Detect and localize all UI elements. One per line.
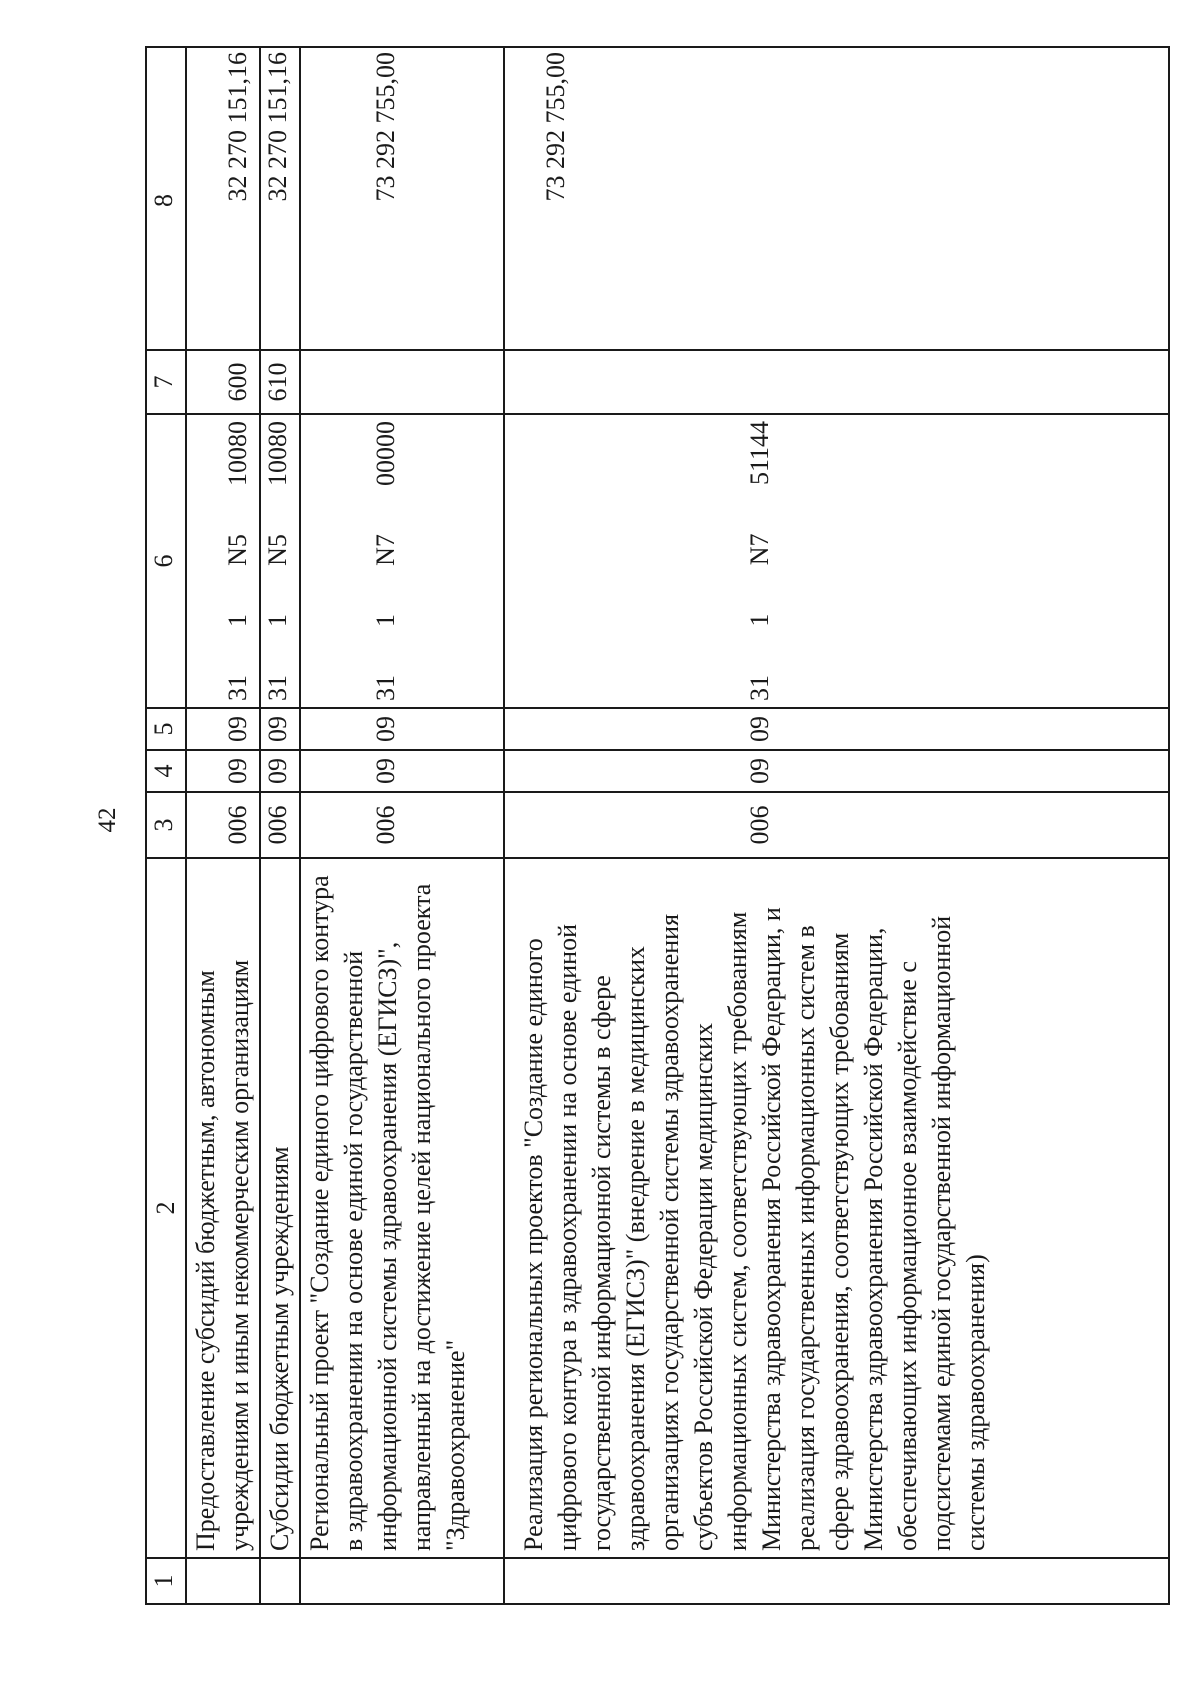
header-col-7: 7 — [146, 350, 186, 414]
csr-direction: 00000 — [371, 421, 400, 487]
header-col-5: 5 — [146, 708, 186, 750]
row-csr — [186, 414, 260, 708]
row-name: Реализация региональных проектов "Создание единого цифрового контура в здравоохранении на основе единой государственной информационной системы в сфере здравоохранения (ЕГИСЗ)" (внедрение в медицинских организациях государственной системы здравоохранения субъектов Российской Федерации медицинских информационных систем, соответствующих требованиям Министерства здравоохранения Российской Федерации, и реализация государственных информационных систем в сфере здравоохранения, соответствующих требованиям Министерства здравоохранения Российской Федерации, обеспечивающих информационное взаимодействие с подсистемами единой государственной информационной системы здравоохранения) — [504, 858, 1169, 1558]
row-csr — [300, 414, 504, 708]
row-csr — [260, 414, 300, 708]
header-col-2: 2 — [146, 858, 186, 1558]
csr-program: 31 — [263, 675, 292, 701]
header-col-3: 3 — [146, 792, 186, 858]
row-sum: 73 292 755,00 — [300, 47, 504, 350]
row-number-cell — [504, 1558, 1169, 1604]
csr-program: 31 — [223, 675, 252, 701]
row-grbs: 006 — [504, 792, 1169, 858]
row-vr: 600 — [186, 350, 260, 414]
csr-direction: 10080 — [223, 421, 252, 487]
row-sum: 32 270 151,16 — [260, 47, 300, 350]
csr-project: N5 — [223, 534, 252, 566]
row-vr — [300, 350, 504, 414]
csr-subprogram: 1 — [745, 613, 774, 627]
row-number-cell — [186, 1558, 260, 1604]
row-rz: 09 — [504, 750, 1169, 792]
row-name: Региональный проект "Создание единого цифрового контура в здравоохранении на основе единой государственной информационной системы здравоохранения (ЕГИСЗ)", направленный на достижение целей национального проекта "Здравоохранение" — [300, 858, 504, 1558]
csr-direction: 51144 — [745, 421, 774, 486]
row-sum: 73 292 755,00 — [504, 47, 1169, 350]
row-name: Предоставление субсидий бюджетным, автономным учреждениям и иным некоммерческим организациям — [186, 858, 260, 1558]
row-rz: 09 — [260, 750, 300, 792]
row-number-cell — [300, 1558, 504, 1604]
row-csr — [504, 414, 1169, 708]
header-col-8: 8 — [146, 47, 186, 350]
header-col-4: 4 — [146, 750, 186, 792]
csr-subprogram: 1 — [371, 613, 400, 627]
row-rz: 09 — [186, 750, 260, 792]
csr-project: N7 — [371, 534, 400, 566]
row-grbs: 006 — [260, 792, 300, 858]
csr-project: N7 — [745, 533, 774, 566]
row-number-cell — [260, 1558, 300, 1604]
row-pr: 09 — [504, 708, 1169, 750]
row-grbs: 006 — [186, 792, 260, 858]
row-grbs: 006 — [300, 792, 504, 858]
row-pr: 09 — [260, 708, 300, 750]
row-pr: 09 — [300, 708, 504, 750]
header-col-6: 6 — [146, 414, 186, 708]
csr-subprogram: 1 — [223, 613, 252, 627]
row-rz: 09 — [300, 750, 504, 792]
csr-program: 31 — [745, 675, 774, 701]
rotated-table-container — [145, 52, 1170, 1605]
table-row — [504, 47, 1169, 1604]
budget-table — [145, 46, 1170, 1605]
csr-program: 31 — [371, 675, 400, 701]
row-sum: 32 270 151,16 — [186, 47, 260, 350]
row-pr: 09 — [186, 708, 260, 750]
csr-subprogram: 1 — [263, 613, 292, 627]
table-row — [300, 47, 504, 1604]
table-row — [186, 47, 260, 1604]
table-row — [260, 47, 300, 1604]
header-col-1: 1 — [146, 1558, 186, 1604]
row-vr: 610 — [260, 350, 300, 414]
header-row — [146, 47, 186, 1604]
row-name: Субсидии бюджетным учреждениям — [260, 858, 300, 1558]
csr-project: N5 — [263, 534, 292, 566]
csr-direction: 10080 — [263, 421, 292, 487]
page-number: 42 — [94, 807, 121, 833]
row-vr — [504, 350, 1169, 414]
